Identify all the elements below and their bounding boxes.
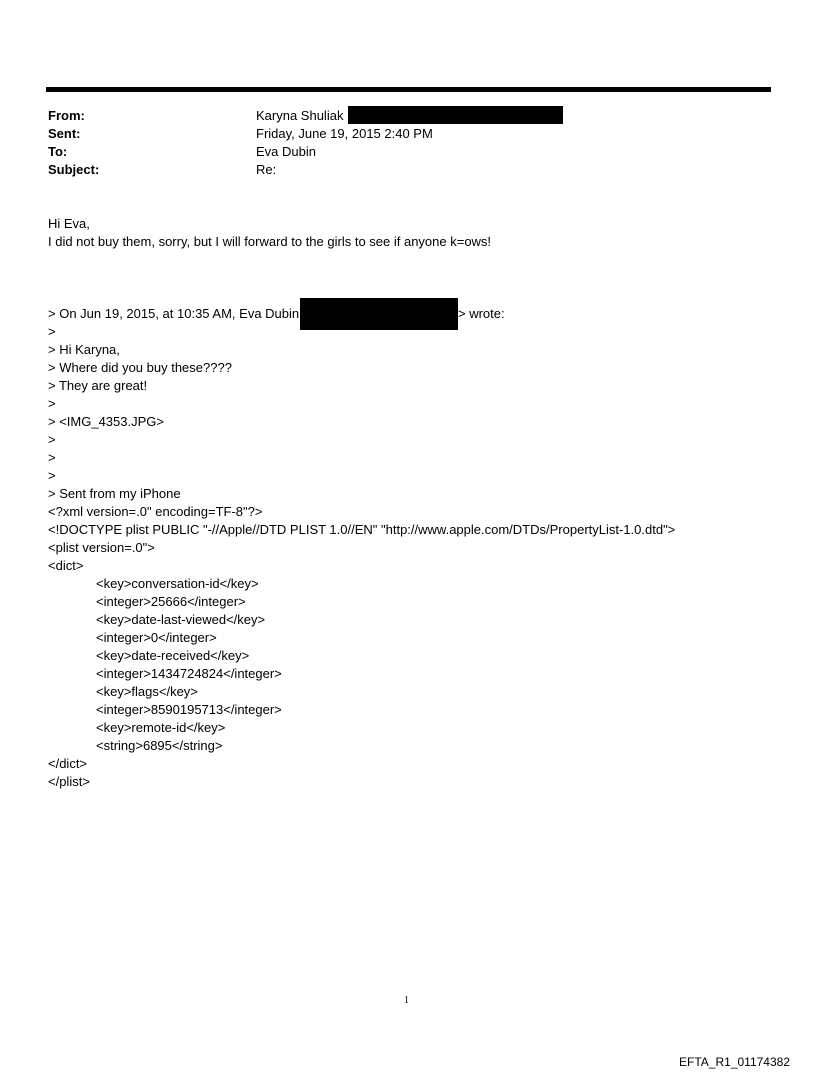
plist-entry: <integer>8590195713</integer> <box>96 702 282 717</box>
from-value: Karyna Shuliak <box>256 108 344 123</box>
to-value: Eva Dubin <box>256 144 316 159</box>
subject-label: Subject: <box>48 162 100 177</box>
to-label: To: <box>48 144 68 159</box>
quoted-line: > They are great! <box>48 378 148 393</box>
from-label: From: <box>48 108 85 123</box>
quoted-line: > Hi Karyna, <box>48 342 120 357</box>
plist-open: <plist version=.0"> <box>48 540 155 555</box>
quoted-line: > Where did you buy these???? <box>48 360 232 375</box>
plist-entry: <key>remote-id</key> <box>96 720 226 735</box>
message-body: I did not buy them, sorry, but I will forward to the girls to see if anyone k=ows! <box>48 234 492 249</box>
quoted-line: > <box>48 324 56 339</box>
document-id: EFTA_R1_01174382 <box>679 1055 790 1069</box>
plist-entry: <key>date-received</key> <box>96 648 250 663</box>
quoted-line: > <box>48 450 56 465</box>
quoted-line: > <box>48 432 56 447</box>
quoted-line: > Sent from my iPhone <box>48 486 181 501</box>
greeting: Hi Eva, <box>48 216 90 231</box>
plist-entry: <key>flags</key> <box>96 684 198 699</box>
quoted-intro <box>48 305 299 323</box>
plist-entry: <integer>0</integer> <box>96 630 217 645</box>
sent-value: Friday, June 19, 2015 2:40 PM <box>256 126 433 141</box>
page-number: 1 <box>404 995 409 1006</box>
quoted-line: > <IMG_4353.JPG> <box>48 414 164 429</box>
plist-entry: <string>6895</string> <box>96 738 223 753</box>
header-rule <box>46 87 771 92</box>
sent-label: Sent: <box>48 126 81 141</box>
plist-entry: <integer>25666</integer> <box>96 594 246 609</box>
quoted-line: > <box>48 468 56 483</box>
plist-entry: <integer>1434724824</integer> <box>96 666 282 681</box>
redaction-box <box>348 106 563 124</box>
subject-value: Re: <box>256 162 277 177</box>
redaction-box <box>300 298 458 330</box>
quoted-line: > <box>48 396 56 411</box>
quoted-intro-end: > wrote: <box>458 306 505 321</box>
doctype-line: <!DOCTYPE plist PUBLIC "-//Apple//DTD PLIST 1.0//EN" "http://www.apple.com/DTDs/PropertyList-1.0.dtd"> <box>48 522 676 537</box>
dict-open: <dict> <box>48 558 84 573</box>
plist-entry: <key>date-last-viewed</key> <box>96 612 266 627</box>
plist-entry: <key>conversation-id</key> <box>96 576 259 591</box>
plist-close: </plist> <box>48 774 90 789</box>
dict-close: </dict> <box>48 756 88 771</box>
xml-declaration: <?xml version=.0" encoding=TF-8"?> <box>48 504 263 519</box>
quoted-intro-start: > On Jun 19, 2015, at 10:35 AM, Eva Dubin <box>48 306 300 321</box>
